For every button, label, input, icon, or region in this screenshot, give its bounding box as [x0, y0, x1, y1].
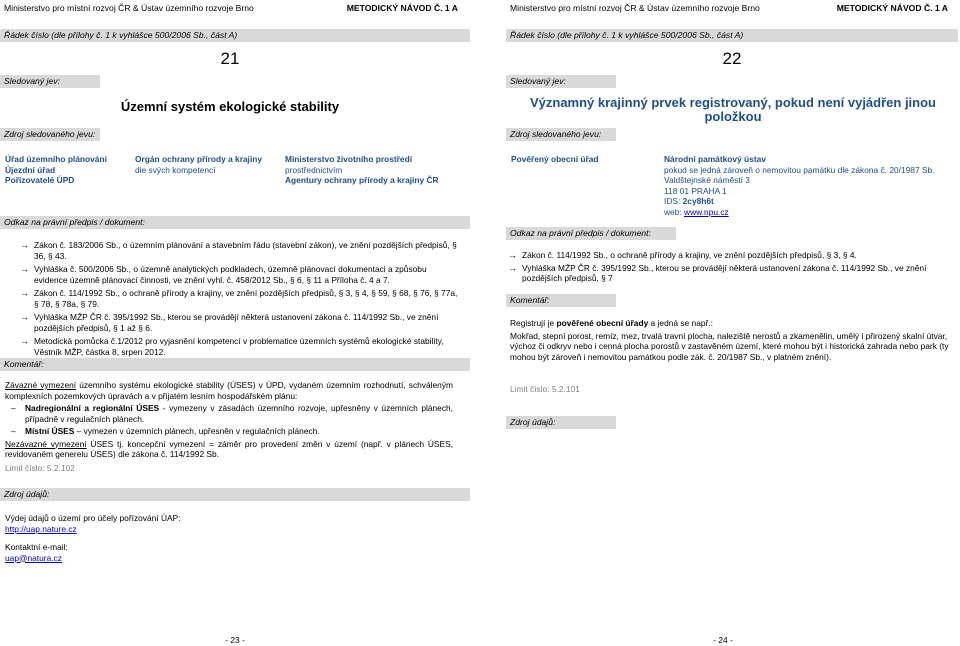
source-label: Zdroj sledovaného jevu: [510, 129, 602, 139]
legal-list [20, 240, 462, 357]
data-source-text: Výdej údajů o území pro účely pořízování ÚAP: [5, 513, 181, 523]
page-header [510, 3, 958, 15]
comment-paragraph: Nezávazné vymezení ÚSES tj. koncepční vymezení = záměr pro provedení změn v území (např. v plánech ÚSES, revidovaném generelu ÚSES) dle zákona č. 114/1992 Sb. [5, 438, 453, 459]
comment-label-bar [506, 294, 616, 307]
page-number: - 23 - [225, 635, 245, 645]
left-page [0, 0, 470, 645]
row-reference-bar [0, 29, 470, 42]
source-label-bar [0, 128, 100, 141]
comment-label-bar [0, 358, 470, 371]
header-publisher: Ministerstvo pro místní rozvoj ČR & Ústav územního rozvoje Brno [510, 3, 760, 13]
source-column-1: Pověřený obecní úřad [511, 154, 599, 164]
item-number: 22 [722, 49, 742, 68]
tracked-label-bar [0, 75, 100, 88]
legal-label: Odkaz na právní předpis / dokument: [4, 217, 145, 227]
arrow-icon: → [20, 312, 29, 322]
arrow-icon: → [20, 336, 29, 346]
npu-link[interactable]: www.npu.cz [684, 206, 729, 217]
comment-label: Komentář: [4, 359, 44, 369]
data-source-body [5, 513, 455, 563]
source-title: Národní památkový ústav [664, 154, 766, 164]
source-title: Ministerstvo životního prostředí [285, 154, 413, 164]
source-title: Agentury ochrany přírody a krajiny ČR [285, 175, 439, 185]
limit-number: Limit číslo: 5.2.102 [5, 462, 75, 473]
comment-paragraph: Registrují je pověřené obecní úřady a jedná se např.: [510, 318, 713, 328]
web-line: web: www.npu.cz [664, 206, 729, 217]
arrow-icon: → [508, 250, 517, 260]
legal-item: → Vyhláška MŽP ČR č. 395/1992 Sb., kterou se provádějí některá ustanovení zákona č. 114/1992 Sb., ve znění pozdějších předpisů, § 7 [508, 262, 927, 283]
tracked-label: Sledovaný jev: [510, 76, 566, 86]
row-reference: Řádek číslo (dle přílohy č. 1 k vyhlášce 500/2006 Sb., část A) [4, 30, 238, 40]
phenomenon-title: Územní systém ekologické stability [120, 99, 340, 114]
header-document-title: METODICKÝ NÁVOD Č. 1 A [836, 3, 948, 13]
data-source-text: Kontaktní e-mail: [5, 542, 68, 552]
source-item: Pořizovatelé ÚPD [5, 175, 75, 185]
legal-list [508, 250, 950, 284]
source-line: Valdštejnské náměstí 3 [664, 175, 750, 185]
comment-label: Komentář: [510, 295, 550, 305]
comment-body [510, 318, 950, 395]
source-item: Újezdní úřad [5, 164, 56, 175]
legal-label-bar [506, 227, 676, 240]
tracked-label-bar [506, 75, 616, 88]
comment-bullet: – Místní ÚSES – vymezen v územních plánech, upřesněn v regulačních plánech. [11, 426, 320, 436]
source-column-1 [5, 154, 135, 186]
arrow-icon: → [508, 262, 517, 273]
legal-item: → Metodická pomůcka č.1/2012 pro vyjasnění kompetencí v problematice územních systémů ekologické stability, Věstník MŽP, částka 8, srpen 2012. [20, 336, 444, 357]
ids-line: IDS: 2cy8h6t [664, 196, 714, 206]
source-title: Orgán ochrany přírody a krajiny [135, 154, 263, 164]
source-column-2 [135, 154, 285, 175]
data-source-label: Zdroj údajů: [4, 489, 50, 499]
phenomenon-title: Významný krajinný prvek registrovaný, pokud není vyjádřen jinou položkou [529, 95, 936, 124]
comment-body [5, 380, 453, 473]
arrow-icon: → [20, 240, 29, 250]
source-item: Úřad územního plánování [5, 154, 107, 164]
source-label: Zdroj sledovaného jevu: [4, 129, 96, 139]
page-number: - 24 - [713, 635, 733, 645]
arrow-icon: → [20, 288, 29, 298]
comment-bullet: – Nadregionální a regionální ÚSES - vymezeny v zásadách územního rozvoje, upřesněny v územních plánech, případně v regulačních plánech. [11, 403, 454, 424]
legal-label: Odkaz na právní předpis / dokument: [510, 228, 651, 238]
legal-label-bar [0, 216, 470, 229]
comment-paragraph: Mokřad, stepní porost, remíz, mez, trvalá travní plocha, naleziště nerostů a zkamenělin, umělý i přirozený skalní útvar, výchoz či odkryv nebo i cenná plocha porostů v zastavěném území, které mohou být i historická zahrada nebo park (ty mohou být zároveň i nemovitou památkou podle zák. č. 20/1987 Sb., v platném znění). [510, 330, 949, 362]
tracked-label: Sledovaný jev: [4, 76, 60, 86]
data-source-label-bar [0, 488, 470, 501]
source-column-3 [285, 154, 465, 186]
legal-item: → Zákon č. 114/1992 Sb., o ochraně přírody a krajiny, ve znění pozdějších předpisů, § 3, § 4, § 59, § 68, § 76, § 77a, § 78, § 78a, § 79. [20, 288, 458, 309]
item-number: 21 [220, 49, 240, 68]
uap-link[interactable]: http://uap.nature.cz [5, 523, 77, 534]
email-link[interactable]: uap@natura.cz [5, 552, 62, 563]
legal-item: → Zákon č. 183/2006 Sb., o územním plánování a stavebním řádu (stavební zákon), ve znění pozdějších předpisů, § 36, § 43. [20, 240, 457, 261]
row-reference: Řádek číslo (dle přílohy č. 1 k vyhlášce 500/2006 Sb., část A) [510, 30, 744, 40]
source-subtitle: dle svých kompetencí [135, 164, 216, 175]
comment-paragraph: Závazné vymezení územního systému ekologické stability (ÚSES) v ÚPD, vydaném územním rozhodnutí, schváleným komplexních pozemkových úpravách a v přijatém lesním hospodářském plánu: [5, 380, 453, 401]
legal-item: → Vyhláška č. 500/2006 Sb., o územně analytických podkladech, územně plánovací dokumentaci a způsobu evidence územně plánovací činnosti, ve znění vyhl. č. 458/2012 Sb., § 6, § 11 a Příloha č. 4 a 7. [20, 264, 427, 285]
limit-number: Limit číslo: 5.2.101 [510, 384, 580, 394]
legal-item: → Zákon č. 114/1992 Sb., o ochraně přírody a krajiny, ve znění pozdějších předpisů, § 3, § 4. [508, 250, 857, 260]
data-source-label-bar [506, 416, 616, 429]
data-source-label: Zdroj údajů: [510, 417, 556, 427]
arrow-icon: → [20, 264, 29, 274]
source-line: pokud se jedná zároveň o nemovitou památku dle zákona č. 20/1987 Sb. [664, 164, 935, 175]
source-subtitle: prostřednictvím [285, 164, 343, 175]
row-reference-bar [506, 29, 958, 42]
right-page [488, 0, 958, 645]
legal-item: → Vyhláška MŽP ČR č. 395/1992 Sb., kterou se provádějí některá ustanovení zákona č. 114/1992 Sb., ve znění pozdějších předpisů, § 1 až § 6. [20, 312, 439, 333]
page-header [4, 3, 470, 15]
header-document-title: METODICKÝ NÁVOD Č. 1 A [346, 3, 458, 13]
source-label-bar [506, 128, 616, 141]
source-line: 118 01 PRAHA 1 [664, 185, 727, 196]
source-column-2 [664, 154, 954, 217]
header-publisher: Ministerstvo pro místní rozvoj ČR & Ústav územního rozvoje Brno [4, 3, 254, 13]
